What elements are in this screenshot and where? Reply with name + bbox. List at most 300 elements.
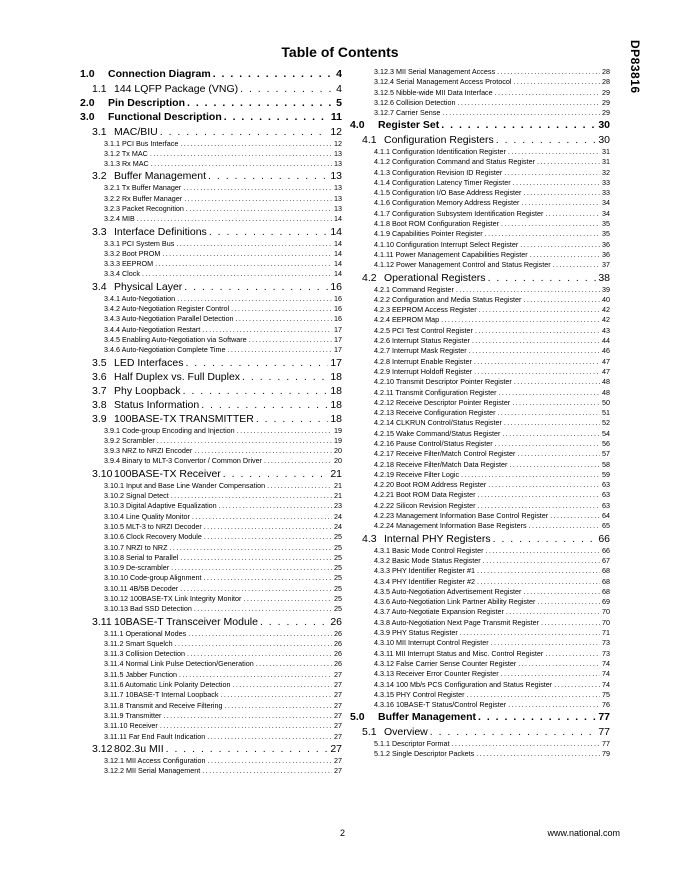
toc-entry-label: [92, 467, 221, 481]
toc-entry-label: [80, 67, 211, 82]
toc-entry-label: [104, 159, 149, 169]
toc-entry[interactable]: [350, 690, 610, 700]
toc-section-title: 3.2.1 Tx Buffer Manager: [104, 183, 182, 193]
toc-page-number: 76: [602, 700, 610, 710]
toc-entry[interactable]: [350, 133, 610, 147]
toc-page-number: 44: [602, 336, 610, 346]
toc-page-number: 13: [334, 148, 342, 158]
toc-entry[interactable]: [350, 597, 610, 607]
toc-entry[interactable]: [80, 701, 342, 711]
toc-entry[interactable]: [80, 491, 342, 501]
toc-entry-label: [104, 214, 135, 224]
toc-entry[interactable]: [80, 659, 342, 669]
toc-entry[interactable]: [80, 280, 342, 294]
toc-entry[interactable]: [80, 239, 342, 249]
toc-entry[interactable]: [80, 615, 342, 629]
toc-right-column: [350, 67, 610, 760]
toc-entry[interactable]: [80, 594, 342, 604]
toc-entry[interactable]: [350, 305, 610, 315]
toc-page-number: 74: [602, 679, 610, 689]
dot-leader: [233, 680, 332, 690]
dot-leader: [488, 480, 600, 490]
toc-section-title: 3.10.9 De-scrambler: [104, 563, 170, 573]
dot-leader: [504, 418, 600, 428]
toc-page-number: 70: [602, 617, 610, 627]
toc-section-title: 4.2.10 Transmit Descriptor Pointer Register: [374, 377, 512, 387]
toc-section-title: 4.3.15 PHY Control Register: [374, 689, 465, 699]
toc-entry[interactable]: [80, 249, 342, 259]
toc-entry-label: [104, 670, 177, 680]
toc-entry-label: [350, 118, 439, 133]
dot-leader: [496, 133, 597, 147]
toc-entry[interactable]: [350, 725, 610, 739]
dot-leader: [256, 412, 328, 426]
toc-entry[interactable]: [80, 159, 342, 169]
toc-entry[interactable]: [80, 756, 342, 766]
toc-section-title: 4.2.4 EEPROM Map: [374, 315, 440, 325]
toc-entry[interactable]: [350, 460, 610, 470]
toc-entry[interactable]: [350, 418, 610, 428]
toc-entry[interactable]: [350, 357, 610, 367]
toc-entry[interactable]: [80, 269, 342, 279]
toc-section-title: 4.1.2 Configuration Command and Status Register: [374, 157, 536, 167]
toc-page-number: 25: [334, 542, 342, 552]
toc-page-number: 21: [330, 467, 342, 480]
toc-entry[interactable]: [80, 183, 342, 193]
dot-leader: [194, 446, 332, 456]
toc-entry[interactable]: [80, 467, 342, 481]
toc-entry-label: [362, 271, 486, 285]
toc-entry[interactable]: [80, 214, 342, 224]
toc-section-title: 3.12.2 MII Serial Management: [104, 766, 201, 776]
toc-page-number: 13: [334, 183, 342, 193]
toc-entry[interactable]: [350, 209, 610, 219]
dot-leader: [478, 710, 596, 725]
dot-leader: [180, 139, 332, 149]
dot-leader: [520, 240, 600, 250]
dot-leader: [176, 239, 332, 249]
toc-section-title: 4.3.12 False Carrier Sense Counter Register: [374, 658, 517, 668]
toc-page-number: 74: [602, 669, 610, 679]
toc-page-number: 25: [334, 563, 342, 573]
toc-entry[interactable]: [80, 384, 342, 398]
dot-leader: [485, 546, 600, 556]
toc-section-title: 4.2.15 Wake Command/Status Register: [374, 428, 501, 438]
toc-entry[interactable]: [80, 649, 342, 659]
toc-page-number: 65: [602, 521, 610, 531]
toc-entry[interactable]: [350, 669, 610, 679]
toc-page-number: 28: [602, 77, 610, 87]
toc-entry[interactable]: [80, 690, 342, 700]
dot-leader: [235, 314, 332, 324]
toc-entry-label: [374, 357, 472, 367]
toc-entry[interactable]: [350, 439, 610, 449]
toc-entry[interactable]: [350, 168, 610, 178]
toc-entry[interactable]: [350, 336, 610, 346]
dot-leader: [194, 604, 332, 614]
toc-entry[interactable]: [80, 412, 342, 426]
toc-section-title: 3.10.7 NRZI to NRZ: [104, 542, 168, 552]
toc-entry[interactable]: [350, 240, 610, 250]
toc-entry-label: [374, 336, 470, 346]
toc-entry[interactable]: [80, 563, 342, 573]
toc-entry[interactable]: [80, 370, 342, 384]
toc-entry-label: [362, 725, 428, 739]
toc-entry[interactable]: [350, 285, 610, 295]
toc-page-number: 14: [330, 225, 342, 238]
toc-entry[interactable]: [80, 82, 342, 96]
toc-entry[interactable]: [80, 426, 342, 436]
toc-entry-label: [374, 680, 552, 690]
toc-entry[interactable]: [350, 398, 610, 408]
toc-entry-label: [362, 532, 491, 546]
toc-entry[interactable]: [80, 512, 342, 522]
toc-entry[interactable]: [350, 250, 610, 260]
toc-entry[interactable]: [350, 490, 610, 500]
toc-section-title: Operational Registers: [384, 271, 486, 284]
toc-entry-label: [92, 384, 181, 398]
toc-entry-label: [92, 615, 258, 629]
toc-page-number: 37: [602, 260, 610, 270]
toc-section-title: Interface Definitions: [114, 225, 207, 238]
toc-section-title: 4.2.22 Silicon Revision Register: [374, 500, 476, 510]
toc-entry[interactable]: [350, 511, 610, 521]
toc-page-number: 47: [602, 356, 610, 366]
dot-leader: [171, 491, 332, 501]
toc-entry[interactable]: [80, 294, 342, 304]
toc-entry[interactable]: [350, 377, 610, 387]
toc-entry[interactable]: [80, 639, 342, 649]
toc-entry[interactable]: [80, 345, 342, 355]
toc-section-number: 1.0: [80, 68, 95, 80]
toc-page-number: 19: [334, 425, 342, 435]
dot-leader: [242, 370, 328, 384]
dot-leader: [479, 305, 600, 315]
toc-entry[interactable]: [80, 573, 342, 583]
toc-entry-label: [104, 649, 185, 659]
toc-entry[interactable]: [350, 470, 610, 480]
toc-section-title: 4.1.3 Configuration Revision ID Register: [374, 167, 503, 177]
toc-page-number: 27: [334, 766, 342, 776]
toc-page-number: 50: [602, 397, 610, 407]
dot-leader: [157, 436, 332, 446]
toc-section-title: 3.11.8 Transmit and Receive Filtering: [104, 700, 223, 710]
toc-section-title: 4.3.1 Basic Mode Control Register: [374, 545, 484, 555]
toc-section-title: 4.2.13 Receive Configuration Register: [374, 408, 496, 418]
toc-section-title: Overview: [384, 725, 428, 738]
toc-section-number: 4.1: [362, 133, 377, 146]
toc-entry[interactable]: [350, 315, 610, 325]
toc-section-title: 3.3.2 Boot PROM: [104, 248, 161, 258]
dot-leader: [499, 388, 600, 398]
toc-entry[interactable]: [350, 98, 610, 108]
toc-entry[interactable]: [80, 67, 342, 82]
toc-entry[interactable]: [80, 304, 342, 314]
toc-entry[interactable]: [350, 659, 610, 669]
toc-entry[interactable]: [80, 398, 342, 412]
toc-entry-label: [104, 501, 217, 511]
toc-entry[interactable]: [80, 169, 342, 183]
toc-entry[interactable]: [80, 670, 342, 680]
toc-entry-label: [374, 577, 475, 587]
toc-entry[interactable]: [80, 194, 342, 204]
toc-entry[interactable]: [80, 446, 342, 456]
toc-entry-label: [104, 522, 202, 532]
toc-page-number: 56: [602, 439, 610, 448]
toc-entry[interactable]: [350, 556, 610, 566]
toc-entry[interactable]: [80, 259, 342, 269]
toc-entry[interactable]: [350, 388, 610, 398]
toc-entry-label: [104, 659, 254, 669]
toc-entry[interactable]: [350, 271, 610, 285]
toc-section-title: 4.3.9 PHY Status Register: [374, 628, 458, 638]
toc-section-title: 4.2.11 Transmit Configuration Register: [374, 387, 497, 397]
toc-entry[interactable]: [350, 346, 610, 356]
toc-section-title: 3.10.4 Line Quality Monitor: [104, 511, 190, 521]
toc-entry-label: [104, 183, 181, 193]
dot-leader: [456, 285, 600, 295]
toc-entry-label: [374, 739, 450, 749]
toc-section-number: 4.0: [350, 119, 365, 132]
footer-url: www.national.com: [547, 828, 620, 838]
toc-entry[interactable]: [350, 295, 610, 305]
toc-section-number: 3.7: [92, 384, 107, 397]
toc-entry[interactable]: [80, 766, 342, 776]
dot-leader: [243, 594, 332, 604]
toc-entry[interactable]: [350, 618, 610, 628]
toc-section-title: 3.4.6 Auto-Negotiation Complete Time: [104, 345, 226, 355]
dot-leader: [150, 149, 332, 159]
toc-section-title: 3.4.4 Auto-Negotiation Restart: [104, 324, 201, 334]
toc-entry-label: [374, 470, 459, 480]
toc-entry-label: [374, 398, 510, 408]
dot-leader: [530, 250, 600, 260]
toc-entry[interactable]: [350, 546, 610, 556]
toc-page-number: 52: [602, 418, 610, 428]
toc-entry[interactable]: [350, 710, 610, 725]
toc-entry[interactable]: [350, 157, 610, 167]
toc-entry-label: [374, 649, 543, 659]
toc-page-number: 68: [602, 566, 610, 576]
toc-entry[interactable]: [350, 628, 610, 638]
toc-entry[interactable]: [80, 543, 342, 553]
toc-entry[interactable]: [80, 139, 342, 149]
toc-section-title: 4.2.19 Receive Filter Logic: [374, 469, 460, 479]
dot-leader: [461, 470, 600, 480]
toc-entry[interactable]: [350, 607, 610, 617]
toc-entry[interactable]: [350, 449, 610, 459]
toc-entry[interactable]: [80, 456, 342, 466]
toc-section-number: 5.1: [362, 725, 377, 738]
toc-entry[interactable]: [80, 325, 342, 335]
toc-entry[interactable]: [350, 118, 610, 133]
dot-leader: [523, 188, 600, 198]
toc-entry[interactable]: [80, 732, 342, 742]
toc-entry[interactable]: [350, 521, 610, 531]
toc-page-number: 23: [334, 501, 342, 511]
toc-section-title: 4.2.14 CLKRUN Control/Status Register: [374, 418, 502, 428]
toc-entry[interactable]: [350, 749, 610, 759]
toc-entry[interactable]: [350, 147, 610, 157]
toc-entry[interactable]: [80, 711, 342, 721]
toc-section-title: 3.1.1 PCI Bus Interface: [104, 138, 179, 148]
toc-page-number: 16: [330, 280, 342, 293]
toc-entry[interactable]: [350, 326, 610, 336]
toc-entry[interactable]: [80, 335, 342, 345]
toc-page-number: 35: [602, 219, 610, 229]
toc-section-title: 4.3.16 10BASE-T Status/Control Register: [374, 700, 507, 710]
toc-entry[interactable]: [80, 742, 342, 756]
toc-section-number: 3.12: [92, 742, 113, 755]
toc-entry[interactable]: [350, 429, 610, 439]
toc-page-number: 18: [330, 412, 342, 425]
toc-entry[interactable]: [80, 629, 342, 639]
toc-section-number: 3.9: [92, 412, 107, 425]
dot-leader: [224, 110, 329, 125]
toc-section-title: Status Information: [114, 398, 200, 411]
toc-page-number: 42: [602, 305, 610, 315]
dot-leader: [192, 512, 332, 522]
toc-page-number: 31: [602, 157, 610, 167]
toc-page-number: 20: [334, 456, 342, 466]
toc-entry-label: [374, 587, 521, 597]
toc-page-number: 39: [602, 284, 610, 294]
toc-entry[interactable]: [80, 204, 342, 214]
toc-entry-label: [80, 110, 222, 125]
toc-entry[interactable]: [80, 680, 342, 690]
toc-entry[interactable]: [350, 480, 610, 490]
dot-leader: [493, 532, 597, 546]
toc-entry[interactable]: [350, 188, 610, 198]
dot-leader: [495, 439, 600, 449]
toc-section-number: 3.5: [92, 356, 107, 369]
toc-entry-label: [92, 82, 238, 96]
dot-leader: [179, 670, 332, 680]
toc-entry[interactable]: [350, 700, 610, 710]
toc-entry[interactable]: [80, 110, 342, 125]
toc-section-title: 4.1.7 Configuration Subsystem Identification Register: [374, 208, 544, 218]
toc-entry-label: [374, 285, 454, 295]
dot-leader: [201, 398, 328, 412]
toc-entry[interactable]: [80, 584, 342, 594]
toc-entry[interactable]: [80, 721, 342, 731]
toc-entry-label: [374, 408, 495, 418]
toc-entry[interactable]: [350, 108, 610, 118]
dot-leader: [477, 490, 600, 500]
toc-entry-label: [374, 108, 440, 118]
toc-section-title: 3.1.3 Rx MAC: [104, 159, 149, 169]
toc-page-number: 73: [602, 638, 610, 648]
toc-entry[interactable]: [80, 356, 342, 370]
toc-entry-label: [104, 481, 265, 491]
toc-page-number: 71: [602, 628, 610, 638]
toc-entry-label: [374, 250, 528, 260]
toc-section-number: 4.3: [362, 532, 377, 545]
dot-leader: [483, 556, 600, 566]
toc-section-title: 3.11.1 Operational Modes: [104, 628, 187, 638]
toc-entry[interactable]: [80, 96, 342, 111]
toc-section-title: 4.1.8 Boot ROM Configuration Register: [374, 219, 500, 229]
toc-entry[interactable]: [350, 739, 610, 749]
toc-entry[interactable]: [350, 229, 610, 239]
toc-page-number: 25: [334, 604, 342, 614]
toc-entry[interactable]: [350, 198, 610, 208]
toc-entry[interactable]: [80, 532, 342, 542]
dot-leader: [506, 607, 600, 617]
toc-page-number: 51: [602, 408, 610, 418]
toc-entry-label: [104, 325, 200, 335]
toc-entry[interactable]: [350, 587, 610, 597]
toc-entry[interactable]: [350, 367, 610, 377]
toc-entry-label: [104, 721, 158, 731]
toc-page-number: 12: [334, 138, 342, 148]
toc-page-number: 66: [602, 545, 610, 555]
toc-entry[interactable]: [80, 225, 342, 239]
toc-entry[interactable]: [80, 436, 342, 446]
toc-entry-label: [92, 225, 207, 239]
toc-entry[interactable]: [350, 88, 610, 98]
toc-entry-label: [104, 573, 202, 583]
toc-entry[interactable]: [350, 408, 610, 418]
dot-leader: [184, 194, 332, 204]
toc-entry[interactable]: [350, 577, 610, 587]
toc-entry[interactable]: [80, 501, 342, 511]
toc-page-number: 54: [602, 428, 610, 438]
toc-section-title: 3.2.4 MIB: [104, 214, 135, 224]
toc-section-title: 3.4.1 Auto-Negotiation: [104, 293, 176, 303]
toc-page-number: 79: [602, 749, 610, 759]
toc-entry[interactable]: [80, 125, 342, 139]
dot-leader: [452, 739, 601, 749]
toc-section-number: 3.10: [92, 467, 113, 480]
toc-page-number: 14: [334, 269, 342, 279]
toc-section-title: 3.12.4 Serial Management Access Protocol: [374, 77, 512, 87]
toc-entry[interactable]: [80, 481, 342, 491]
dot-leader: [501, 669, 600, 679]
dot-leader: [209, 225, 329, 239]
toc-entry[interactable]: [80, 553, 342, 563]
toc-section-number: 1.1: [92, 82, 107, 95]
dot-leader: [521, 198, 600, 208]
toc-section-number: 4.2: [362, 271, 377, 284]
toc-section-title: 802.3u MII: [114, 742, 164, 755]
toc-page-number: 40: [602, 294, 610, 304]
toc-entry[interactable]: [350, 638, 610, 648]
toc-section-title: Register Set: [378, 119, 440, 132]
toc-entry[interactable]: [350, 67, 610, 77]
dot-leader: [204, 532, 332, 542]
toc-entry[interactable]: [350, 501, 610, 511]
toc-entry[interactable]: [350, 680, 610, 690]
toc-entry[interactable]: [350, 77, 610, 87]
toc-entry[interactable]: [350, 178, 610, 188]
toc-entry-label: [104, 584, 178, 594]
toc-entry[interactable]: [350, 260, 610, 270]
toc-section-title: 10BASE-T Transceiver Module: [114, 615, 258, 628]
toc-section-title: 3.10.6 Clock Recovery Module: [104, 532, 202, 542]
toc-entry-label: [374, 490, 475, 500]
toc-entry[interactable]: [350, 649, 610, 659]
toc-entry-label: [92, 370, 240, 384]
toc-entry[interactable]: [80, 314, 342, 324]
toc-entry[interactable]: [350, 566, 610, 576]
toc-entry[interactable]: [80, 604, 342, 614]
toc-entry-label: [104, 446, 192, 456]
toc-entry[interactable]: [80, 149, 342, 159]
toc-entry[interactable]: [350, 532, 610, 546]
toc-entry[interactable]: [80, 522, 342, 532]
toc-entry[interactable]: [350, 219, 610, 229]
